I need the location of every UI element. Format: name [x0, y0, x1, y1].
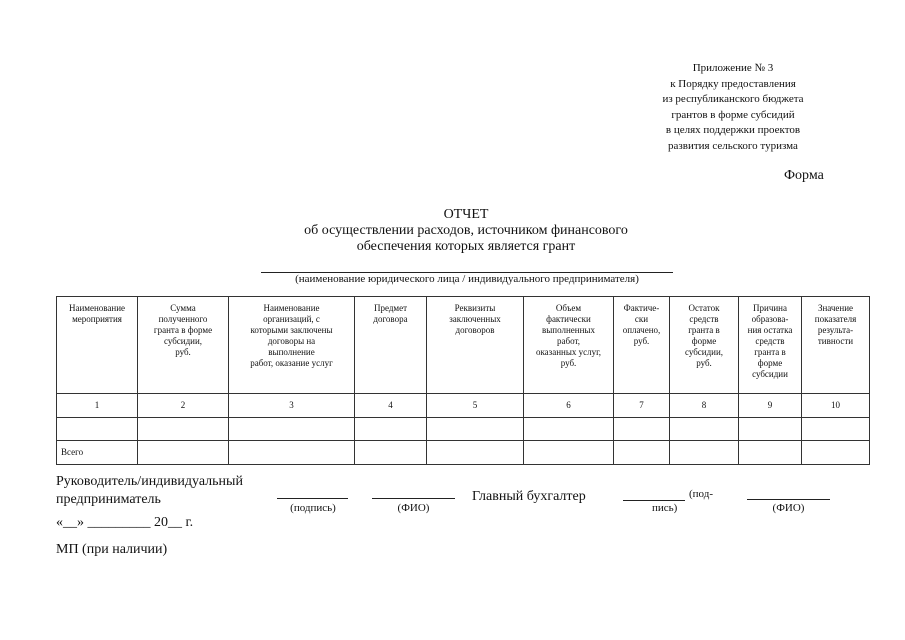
column-header-line: мероприятия: [72, 314, 122, 324]
column-header-line: субсидии,: [684, 347, 724, 357]
appendix-header: [633, 61, 833, 155]
column-header-line: ния остатка: [747, 325, 793, 335]
appendix-line: грантов в форме субсидий: [671, 108, 795, 121]
head-title-line2: предприниматель: [56, 492, 161, 507]
table-number-row: [57, 394, 870, 418]
report-title: [230, 207, 702, 255]
table-cell[interactable]: [802, 418, 870, 441]
column-header: [524, 297, 614, 394]
column-header: [138, 297, 229, 394]
accountant-signature-line[interactable]: [623, 500, 685, 501]
column-header-line: работ, оказание услуг: [250, 358, 333, 368]
column-header-line: Наименование: [263, 303, 320, 313]
form-label: Форма: [784, 168, 824, 183]
column-header-line: руб.: [696, 358, 712, 368]
fio-line[interactable]: [372, 498, 455, 499]
column-header: [355, 297, 427, 394]
appendix-line: к Порядку предоставления: [670, 77, 796, 90]
head-title-line1: Руководитель/индивидуальный: [56, 474, 243, 489]
report-title-main: ОТЧЕТ: [443, 207, 489, 222]
table-cell[interactable]: [739, 441, 802, 465]
column-header: [229, 297, 355, 394]
table-cell[interactable]: [57, 418, 138, 441]
column-header-line: Объем: [555, 303, 582, 313]
column-header-line: оказанных услуг,: [535, 347, 602, 357]
column-number: 3: [229, 394, 355, 418]
column-header-line: Сумма: [170, 303, 196, 313]
column-header-line: Остаток: [688, 303, 720, 313]
total-label: Всего: [57, 441, 138, 465]
column-header-line: работ,: [557, 336, 580, 346]
table-cell[interactable]: [739, 418, 802, 441]
column-header-line: договоры на: [267, 336, 316, 346]
column-header-line: договоров: [455, 325, 495, 335]
column-header-line: субсидии,: [163, 336, 203, 346]
column-number: 1: [57, 394, 138, 418]
appendix-line: развития сельского туризма: [668, 139, 798, 152]
report-table: [56, 296, 870, 465]
column-header: [802, 297, 870, 394]
column-header: [57, 297, 138, 394]
column-number: 4: [355, 394, 427, 418]
column-header: [614, 297, 670, 394]
report-title-line3: обеспечения которых является грант: [356, 239, 576, 254]
table-cell[interactable]: [802, 441, 870, 465]
table-cell[interactable]: [524, 418, 614, 441]
column-number: 2: [138, 394, 229, 418]
column-header-line: Наименование: [68, 303, 126, 313]
column-header-line: показателя: [814, 314, 857, 324]
column-header-line: Причина: [753, 303, 787, 313]
table-cell[interactable]: [670, 441, 739, 465]
appendix-line: Приложение № 3: [692, 62, 774, 74]
column-header-line: Фактиче-: [623, 303, 660, 313]
column-header-line: гранта в: [754, 347, 786, 357]
table-cell[interactable]: [427, 441, 524, 465]
report-title-line2: об осуществлении расходов, источником финансового: [304, 223, 628, 238]
column-header-line: средств: [755, 336, 785, 346]
column-header-line: форме: [757, 358, 783, 368]
table-header-row: [57, 297, 870, 394]
table-cell[interactable]: [229, 441, 355, 465]
stamp-label: МП (при наличии): [56, 542, 168, 557]
column-header-line: оплачено,: [622, 325, 661, 335]
table-cell[interactable]: [138, 418, 229, 441]
appendix-line: из республиканского бюджета: [662, 93, 804, 106]
table-cell[interactable]: [524, 441, 614, 465]
table-cell[interactable]: [427, 418, 524, 441]
column-header-line: организаций, с: [263, 314, 320, 324]
column-header-line: ски: [634, 314, 649, 324]
column-header-line: договора: [373, 314, 408, 324]
signature-caption: (подпись): [290, 502, 336, 514]
table-cell[interactable]: [355, 441, 427, 465]
column-header-line: руб.: [633, 336, 650, 346]
column-header-line: Реквизиты: [454, 303, 496, 313]
accountant-signature-caption-part2: пись): [652, 502, 678, 514]
appendix-line: в целях поддержки проектов: [665, 124, 801, 137]
column-number: 6: [524, 394, 614, 418]
column-header-line: гранта в форме: [153, 325, 213, 335]
table-cell[interactable]: [229, 418, 355, 441]
date-line[interactable]: «__» _________ 20__ г.: [56, 515, 194, 530]
table-total-row: [57, 441, 870, 465]
table-cell[interactable]: [355, 418, 427, 441]
table-cell[interactable]: [614, 441, 670, 465]
signature-line[interactable]: [277, 498, 348, 499]
table-cell[interactable]: [138, 441, 229, 465]
accountant-fio-line[interactable]: [747, 499, 830, 500]
table-cell[interactable]: [614, 418, 670, 441]
column-header-line: образова-: [751, 314, 789, 324]
column-header: [739, 297, 802, 394]
column-header-line: которыми заключены: [250, 325, 333, 335]
column-header: [670, 297, 739, 394]
column-header-line: выполнение: [268, 347, 315, 357]
column-header-line: форме: [691, 336, 717, 346]
fio-caption: (ФИО): [397, 502, 430, 514]
accountant-fio-caption: (ФИО): [772, 502, 805, 514]
column-number: 9: [739, 394, 802, 418]
entity-caption: (наименование юридического лица / индивидуального предпринимателя): [295, 273, 639, 285]
column-header-line: полученного: [158, 314, 208, 324]
column-header-line: гранта в: [688, 325, 720, 335]
column-number: 10: [802, 394, 870, 418]
table-cell[interactable]: [670, 418, 739, 441]
column-number: 8: [670, 394, 739, 418]
column-number: 7: [614, 394, 670, 418]
table-row: [57, 418, 870, 441]
column-header-line: средств: [689, 314, 719, 324]
accountant-signature-caption-part1: (под-: [689, 488, 713, 500]
column-header-line: выполненных: [542, 325, 595, 335]
column-header-line: субсидии: [752, 369, 788, 379]
column-header-line: заключенных: [449, 314, 501, 324]
column-header-line: фактически: [546, 314, 591, 324]
column-header-line: тивности: [817, 336, 854, 346]
chief-accountant-label: Главный бухгалтер: [472, 489, 586, 504]
column-header-line: руб.: [175, 347, 191, 357]
column-header-line: Предмет: [373, 303, 408, 313]
column-header: [427, 297, 524, 394]
column-number: 5: [427, 394, 524, 418]
column-header-line: руб.: [560, 358, 577, 368]
column-header-line: Значение: [817, 303, 854, 313]
column-header-line: результа-: [817, 325, 854, 335]
